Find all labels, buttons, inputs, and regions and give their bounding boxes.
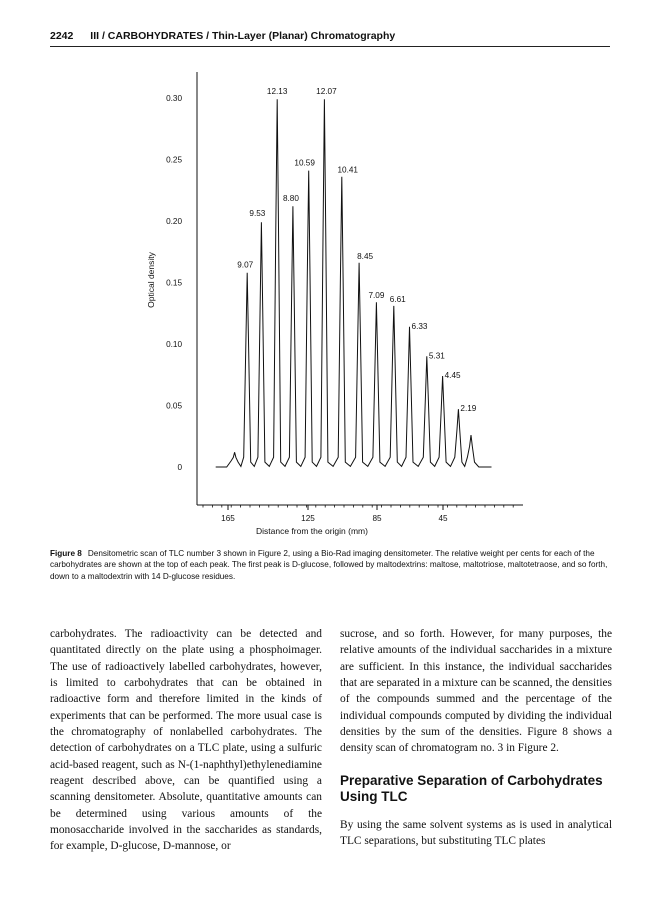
peak-label: 6.61 — [389, 294, 406, 304]
y-tick-label: 0.30 — [166, 94, 182, 103]
y-tick-label: 0.25 — [166, 155, 182, 165]
page-number: 2242 — [50, 30, 74, 42]
peak-label: 9.07 — [237, 260, 254, 270]
running-header — [50, 30, 610, 42]
peak-label: 12.13 — [266, 87, 288, 97]
body-paragraph: carbohydrates. The radioactivity can be detected and quantitated directly on the plate using a phosphoimager. The use of radioactively labelled carbohydrates, however, is limited to carbohydrates that can be obtained in radioactive form and therefore limited in the kinds of experiments that can be performed. The more usual case is the chromatography of nonlabelled carbohydrates. The detection of carbohydrates on a TLC plate, using a sulfuric acid-based reagent, such as N-(1-naphthyl)ethylenediamine reagent described above, can be quantified using a scanning densitometer. Absolute, quantitative amounts can be determined using various amounts of the monosaccharide involved in the saccharides as standards, for example, D-glucose, D-mannose, or — [50, 628, 322, 853]
peak-label: 10.41 — [337, 165, 359, 175]
peak-label: 6.33 — [411, 321, 428, 331]
section-heading: Preparative Separation of Carbohydrates Using TLC — [340, 772, 603, 804]
peak-label: 9.53 — [249, 209, 266, 219]
y-tick-label: 0 — [177, 463, 182, 472]
peak-label: 8.45 — [357, 251, 374, 261]
figure-caption — [50, 548, 612, 582]
peak-label: 12.07 — [316, 87, 337, 97]
x-tick-label: 125 — [301, 514, 315, 523]
densitometric-scan-chart — [130, 60, 530, 540]
peak-label: 8.80 — [282, 194, 299, 204]
body-column-left — [50, 626, 322, 855]
y-tick-label: 0.15 — [166, 278, 182, 288]
density-trace — [216, 99, 492, 467]
peak-label: 5.31 — [428, 351, 445, 361]
peak-label: 2.19 — [460, 404, 477, 414]
x-axis-label: Distance from the origin (mm) — [256, 526, 368, 536]
x-tick-label: 45 — [438, 514, 448, 523]
figure-caption-text: Densitometric scan of TLC number 3 shown in Figure 2, using a Bio-Rad imaging densitometer. The relative weight per cents for each of the carbohydrates are shown at the top of each peak. The first peak is D-glucose, followed by maltodextrins: maltose, maltotriose, maltotetraose, and so forth, down to a maltodextrin with 14 D-glucose residues. — [50, 549, 608, 581]
body-paragraph: sucrose, and so forth. However, for many purposes, the relative amounts of the individual saccharides in a mixture are sufficient. In this instance, the individual saccharides that are separated in a mixture can be scanned, the densities of the compounds summed and the percentage of the individual compounds computed by dividing the individual densities by the sum of the densities. Figure 8 shows a density scan of chromatogram no. 3 in Figure 2. — [340, 628, 612, 755]
y-axis-label: Optical density — [146, 252, 156, 308]
header-rule — [50, 46, 610, 47]
y-tick-label: 0.10 — [166, 340, 182, 349]
figure-caption-label: Figure 8 — [50, 549, 82, 558]
peak-label: 7.09 — [368, 291, 385, 301]
body-column-right — [340, 626, 612, 849]
x-tick-label: 85 — [372, 514, 382, 523]
y-tick-label: 0.05 — [166, 401, 182, 411]
y-tick-label: 0.20 — [166, 217, 182, 226]
body-paragraph: By using the same solvent systems as is used in analytical TLC separations, but substituting TLC plates — [340, 818, 612, 848]
x-tick-label: 165 — [221, 514, 235, 523]
peak-label: 10.59 — [294, 158, 315, 168]
peak-label: 4.45 — [444, 370, 461, 380]
running-title: III / CARBOHYDRATES / Thin-Layer (Planar) Chromatography — [90, 30, 396, 42]
